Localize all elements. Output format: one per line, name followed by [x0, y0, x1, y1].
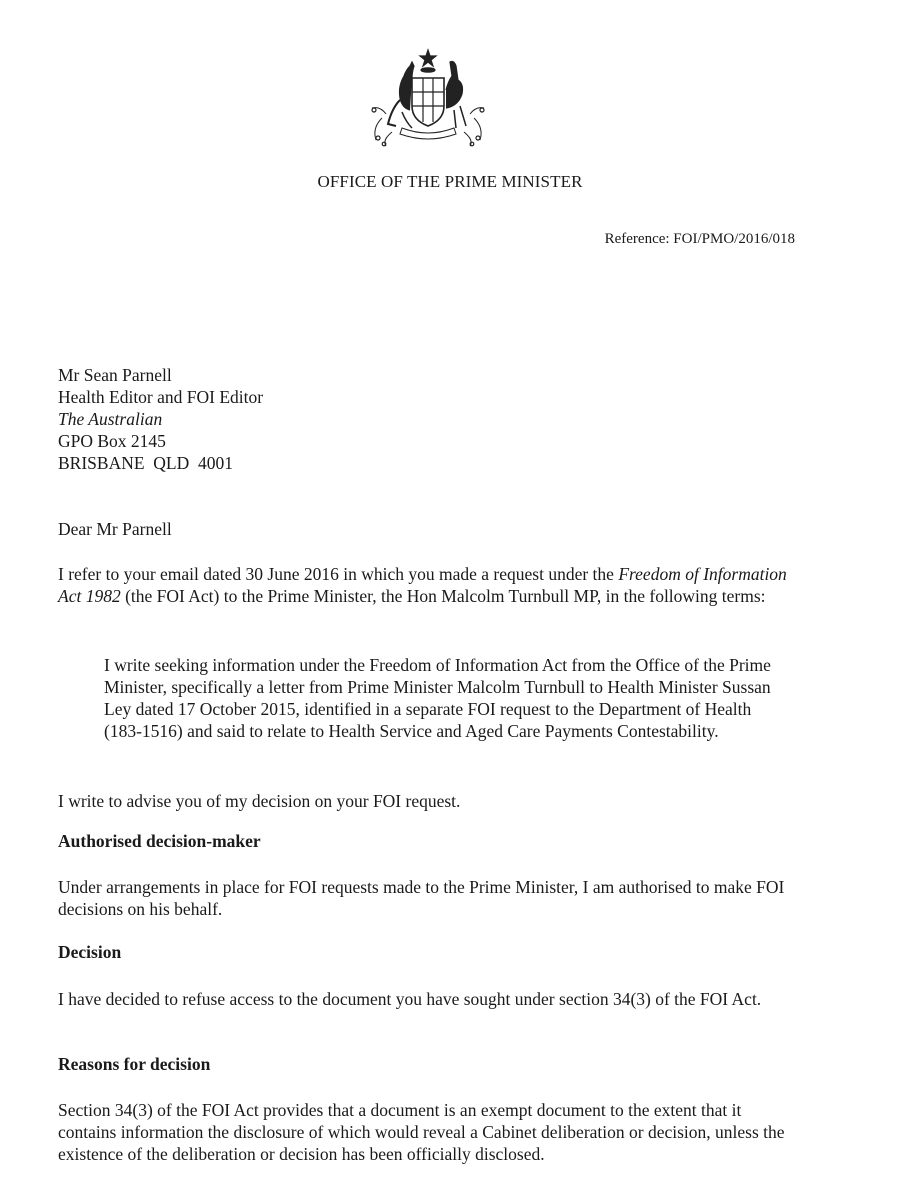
heading-decision: Decision: [58, 942, 122, 962]
request-quote: I write seeking information under the Freedom of Information Act from the Office of the Prime Minister, specifically a letter from Prime Minister Malcolm Turnbull to Health Minister Sussan Ley dated 17 October 2015, identified in a separate FOI request to the Department of Health (183-1516) and said to relate to Health Service and Aged Care Payments Contestability.: [104, 655, 771, 741]
act-title: Freedom of Information Act 1982: [58, 564, 787, 606]
reference-number: Reference: FOI/PMO/2016/018: [604, 231, 795, 247]
coat-of-arms-emblem: [362, 48, 494, 148]
recipient-city: BRISBANE QLD 4001: [58, 453, 234, 473]
heading-reasons-for-decision: Reasons for decision: [58, 1054, 211, 1074]
advise-paragraph: I write to advise you of my decision on your FOI request.: [58, 791, 461, 811]
intro-text-end: (the FOI Act) to the Prime Minister, the Hon Malcolm Turnbull MP, in the following terms:: [120, 586, 766, 606]
recipient-publication: The Australian: [58, 409, 163, 429]
recipient-name: Mr Sean Parnell: [58, 365, 172, 385]
recipient-address-block: [58, 364, 263, 474]
heading-authorised-decision-maker: Authorised decision-maker: [58, 831, 261, 851]
intro-text-start: I refer to your email dated 30 June 2016 in which you made a request under the: [58, 564, 619, 584]
decision-paragraph: I have decided to refuse access to the document you have sought under section 34(3) of the FOI Act.: [58, 989, 762, 1009]
reasons-paragraph: Section 34(3) of the FOI Act provides that a document is an exempt document to the extent that it contains information the disclosure of which would reveal a Cabinet deliberation or decision, unless the existence of the deliberation or decision has been officially disclosed.: [58, 1100, 785, 1164]
recipient-po-box: GPO Box 2145: [58, 431, 166, 451]
intro-paragraph: [58, 563, 803, 607]
recipient-title: Health Editor and FOI Editor: [58, 387, 264, 407]
letterhead-office-title: OFFICE OF THE PRIME MINISTER: [317, 172, 583, 191]
authorised-paragraph: Under arrangements in place for FOI requests made to the Prime Minister, I am authorised to make FOI decisions on his behalf.: [58, 877, 785, 919]
salutation: Dear Mr Parnell: [58, 519, 172, 539]
